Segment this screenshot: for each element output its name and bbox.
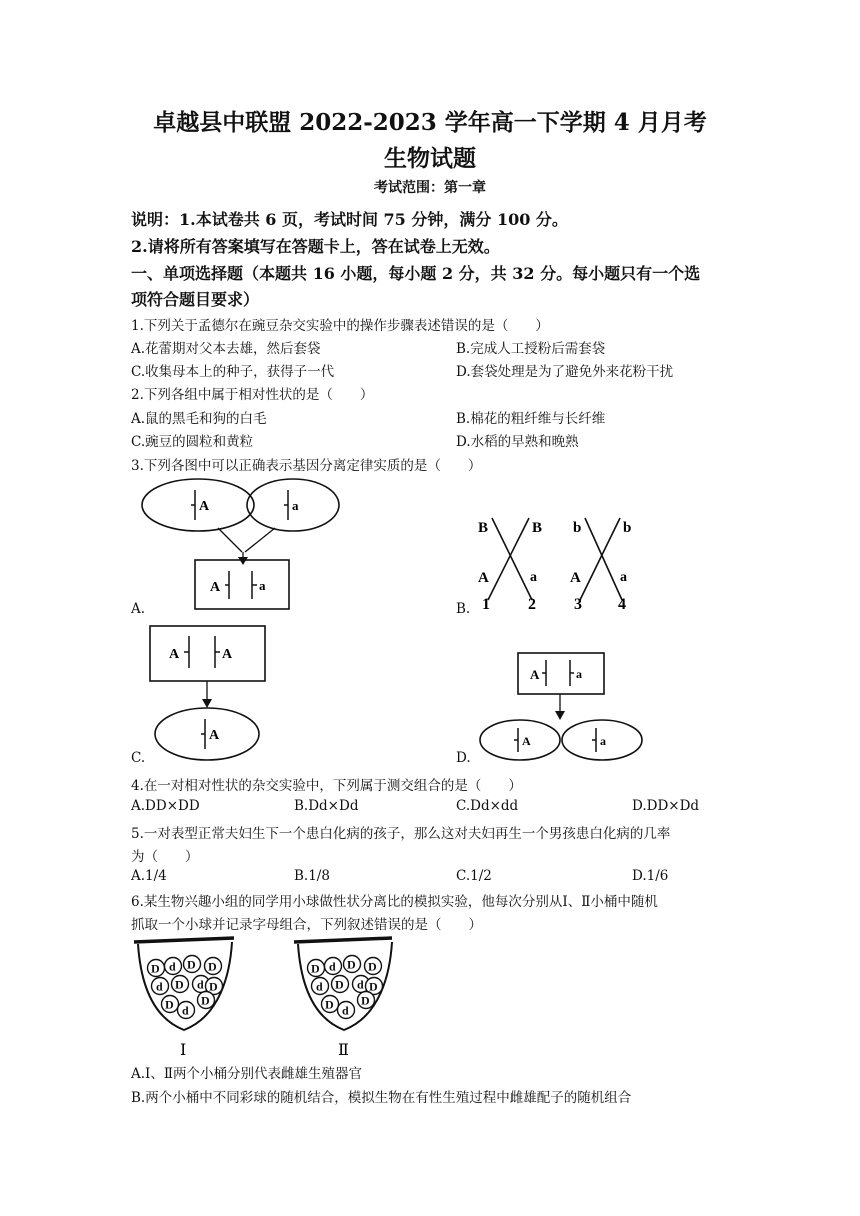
q3-figure-c	[145, 622, 305, 762]
allele-label: a	[620, 570, 627, 585]
q2-option-c: C.豌豆的圆粒和黄粒	[131, 434, 254, 450]
q2-option-d: D.水稻的早熟和晚熟	[456, 434, 579, 450]
chromosome-line	[492, 518, 532, 600]
svg-text:D: D	[361, 993, 370, 1008]
q3-label-d: D.	[456, 750, 471, 766]
q2-option-a: A.鼠的黑毛和狗的白毛	[131, 411, 267, 427]
q5-option-b: B.1/8	[294, 868, 330, 884]
allele-label: A	[210, 580, 221, 595]
q6-stem-line-1: 6.某生物兴趣小组的同学用小球做性状分离比的模拟实验，他每次分别从Ⅰ、Ⅱ小桶中随机	[131, 894, 658, 910]
q6-option-b: B.两个小桶中不同彩球的随机结合，模拟生物在有性生殖过程中雌雄配子的随机组合	[131, 1090, 632, 1106]
q2-stem: 2.下列各组中属于相对性状的是（ ）	[131, 387, 374, 403]
q3-figure-b	[470, 512, 650, 614]
chromosome-number: 4	[618, 596, 626, 613]
q5-stem-line-1: 5.一对表型正常夫妇生下一个患白化病的孩子，那么这对夫妇再生一个男孩患白化病的几率	[131, 826, 671, 842]
q1-option-a: A.花蕾期对父本去雄，然后套袋	[131, 341, 321, 357]
svg-text:D: D	[175, 977, 184, 992]
svg-text:d: d	[316, 979, 323, 994]
allele-label: b	[623, 520, 632, 536]
bucket-1	[134, 938, 234, 1058]
svg-text:D: D	[368, 959, 377, 974]
chromosome-line	[580, 518, 620, 600]
q4-option-c: C.Dd×dd	[456, 798, 519, 814]
chromosome-number: 1	[482, 596, 490, 613]
bucket-2	[294, 938, 392, 1058]
allele-label: A	[478, 570, 489, 586]
q3-figure-a	[128, 478, 348, 618]
svg-text:d: d	[329, 959, 336, 974]
q3-label-b: B.	[456, 601, 471, 617]
q3-label-c: C.	[131, 750, 146, 766]
allele-label: a	[600, 734, 606, 748]
svg-text:D: D	[187, 957, 196, 972]
q1-option-c: C.收集母本上的种子，获得子一代	[131, 364, 335, 380]
allele-label: A	[530, 667, 540, 682]
cell-ellipse	[480, 720, 560, 760]
svg-text:D: D	[311, 961, 320, 976]
q4-option-a: A.DD×DD	[131, 798, 200, 814]
cell-ellipse	[155, 708, 259, 760]
chromosome-line	[488, 518, 529, 600]
allele-label: A	[169, 647, 180, 662]
svg-text:d: d	[357, 977, 364, 992]
arrow-down-icon	[202, 699, 212, 708]
q1-stem: 1.下列关于孟德尔在豌豆杂交实验中的操作步骤表述错误的是（ ）	[131, 318, 549, 334]
allele-label: A	[522, 734, 531, 748]
q3-label-a: A.	[131, 601, 146, 617]
svg-text:D: D	[325, 997, 334, 1012]
allele-label: a	[292, 498, 299, 513]
q6-bucket-figure	[130, 934, 400, 1058]
exam-subtitle: 生物试题	[384, 145, 476, 172]
svg-text:D: D	[165, 997, 174, 1012]
q5-option-c: C.1/2	[456, 868, 492, 884]
svg-text:D: D	[208, 959, 217, 974]
q2-option-b: B.棉花的粗纤维与长纤维	[456, 411, 606, 427]
q5-option-a: A.1/4	[131, 868, 167, 884]
allele-label: b	[573, 520, 582, 536]
allele-label: B	[532, 520, 543, 536]
allele-label: a	[259, 578, 266, 593]
svg-text:d: d	[156, 979, 163, 994]
bucket-1-label: Ⅰ	[180, 1042, 187, 1058]
note-line-2: 2.请将所有答案填写在答题卡上，答在试卷上无效。	[131, 237, 500, 256]
q4-option-b: B.Dd×Dd	[294, 798, 359, 814]
q4-option-d: D.DD×Dd	[632, 798, 700, 814]
q6-option-a: A.Ⅰ、Ⅱ两个小桶分别代表雌雄生殖器官	[131, 1066, 363, 1082]
svg-text:D: D	[201, 993, 210, 1008]
section-heading-line-1: 一、单项选择题（本题共 16 小题，每小题 2 分，共 32 分。每小题只有一个选	[131, 264, 701, 283]
cell-rect	[150, 626, 265, 681]
svg-text:D: D	[347, 957, 356, 972]
cell-ellipse	[142, 479, 254, 531]
exam-scope: 考试范围：第一章	[374, 180, 486, 196]
q4-stem: 4.在一对相对性状的杂交实验中，下列属于测交组合的是（ ）	[131, 778, 522, 794]
q3-stem: 3.下列各图中可以正确表示基因分离定律实质的是（ ）	[131, 458, 482, 474]
svg-text:D: D	[209, 979, 218, 994]
svg-text:d: d	[342, 1003, 349, 1018]
svg-text:D: D	[151, 961, 160, 976]
q6-stem-line-2: 抓取一个小球并记录字母组合，下列叙述错误的是（ ）	[131, 917, 482, 933]
q5-option-d: D.1/6	[632, 868, 669, 884]
svg-text:d: d	[197, 977, 204, 992]
svg-text:D: D	[369, 979, 378, 994]
section-heading-line-2: 项符合题目要求）	[131, 290, 260, 309]
exam-title: 卓越县中联盟 2022-2023 学年高一下学期 4 月月考	[153, 109, 707, 136]
arrow-down-icon	[238, 557, 248, 565]
allele-label: A	[570, 570, 581, 586]
allele-label: A	[209, 728, 220, 743]
q5-stem-line-2: 为（ ）	[131, 849, 199, 865]
note-line-1: 说明：1.本试卷共 6 页，考试时间 75 分钟，满分 100 分。	[131, 210, 568, 229]
q3-figure-d	[478, 648, 648, 764]
chromosome-number: 3	[574, 596, 582, 613]
allele-label: B	[478, 520, 489, 536]
svg-text:d: d	[169, 959, 176, 974]
chromosome-number: 2	[528, 596, 536, 613]
chromosome-line	[585, 518, 622, 600]
arrow-down-icon	[555, 711, 565, 720]
q1-option-b: B.完成人工授粉后需套袋	[456, 341, 606, 357]
allele-label: a	[576, 667, 582, 681]
allele-label: A	[199, 499, 210, 514]
svg-text:D: D	[335, 977, 344, 992]
allele-label: a	[530, 570, 537, 585]
svg-text:d: d	[182, 1003, 189, 1018]
bucket-2-label: Ⅱ	[338, 1042, 349, 1058]
allele-label: A	[222, 647, 233, 662]
q1-option-d: D.套袋处理是为了避免外来花粉干扰	[456, 364, 674, 380]
